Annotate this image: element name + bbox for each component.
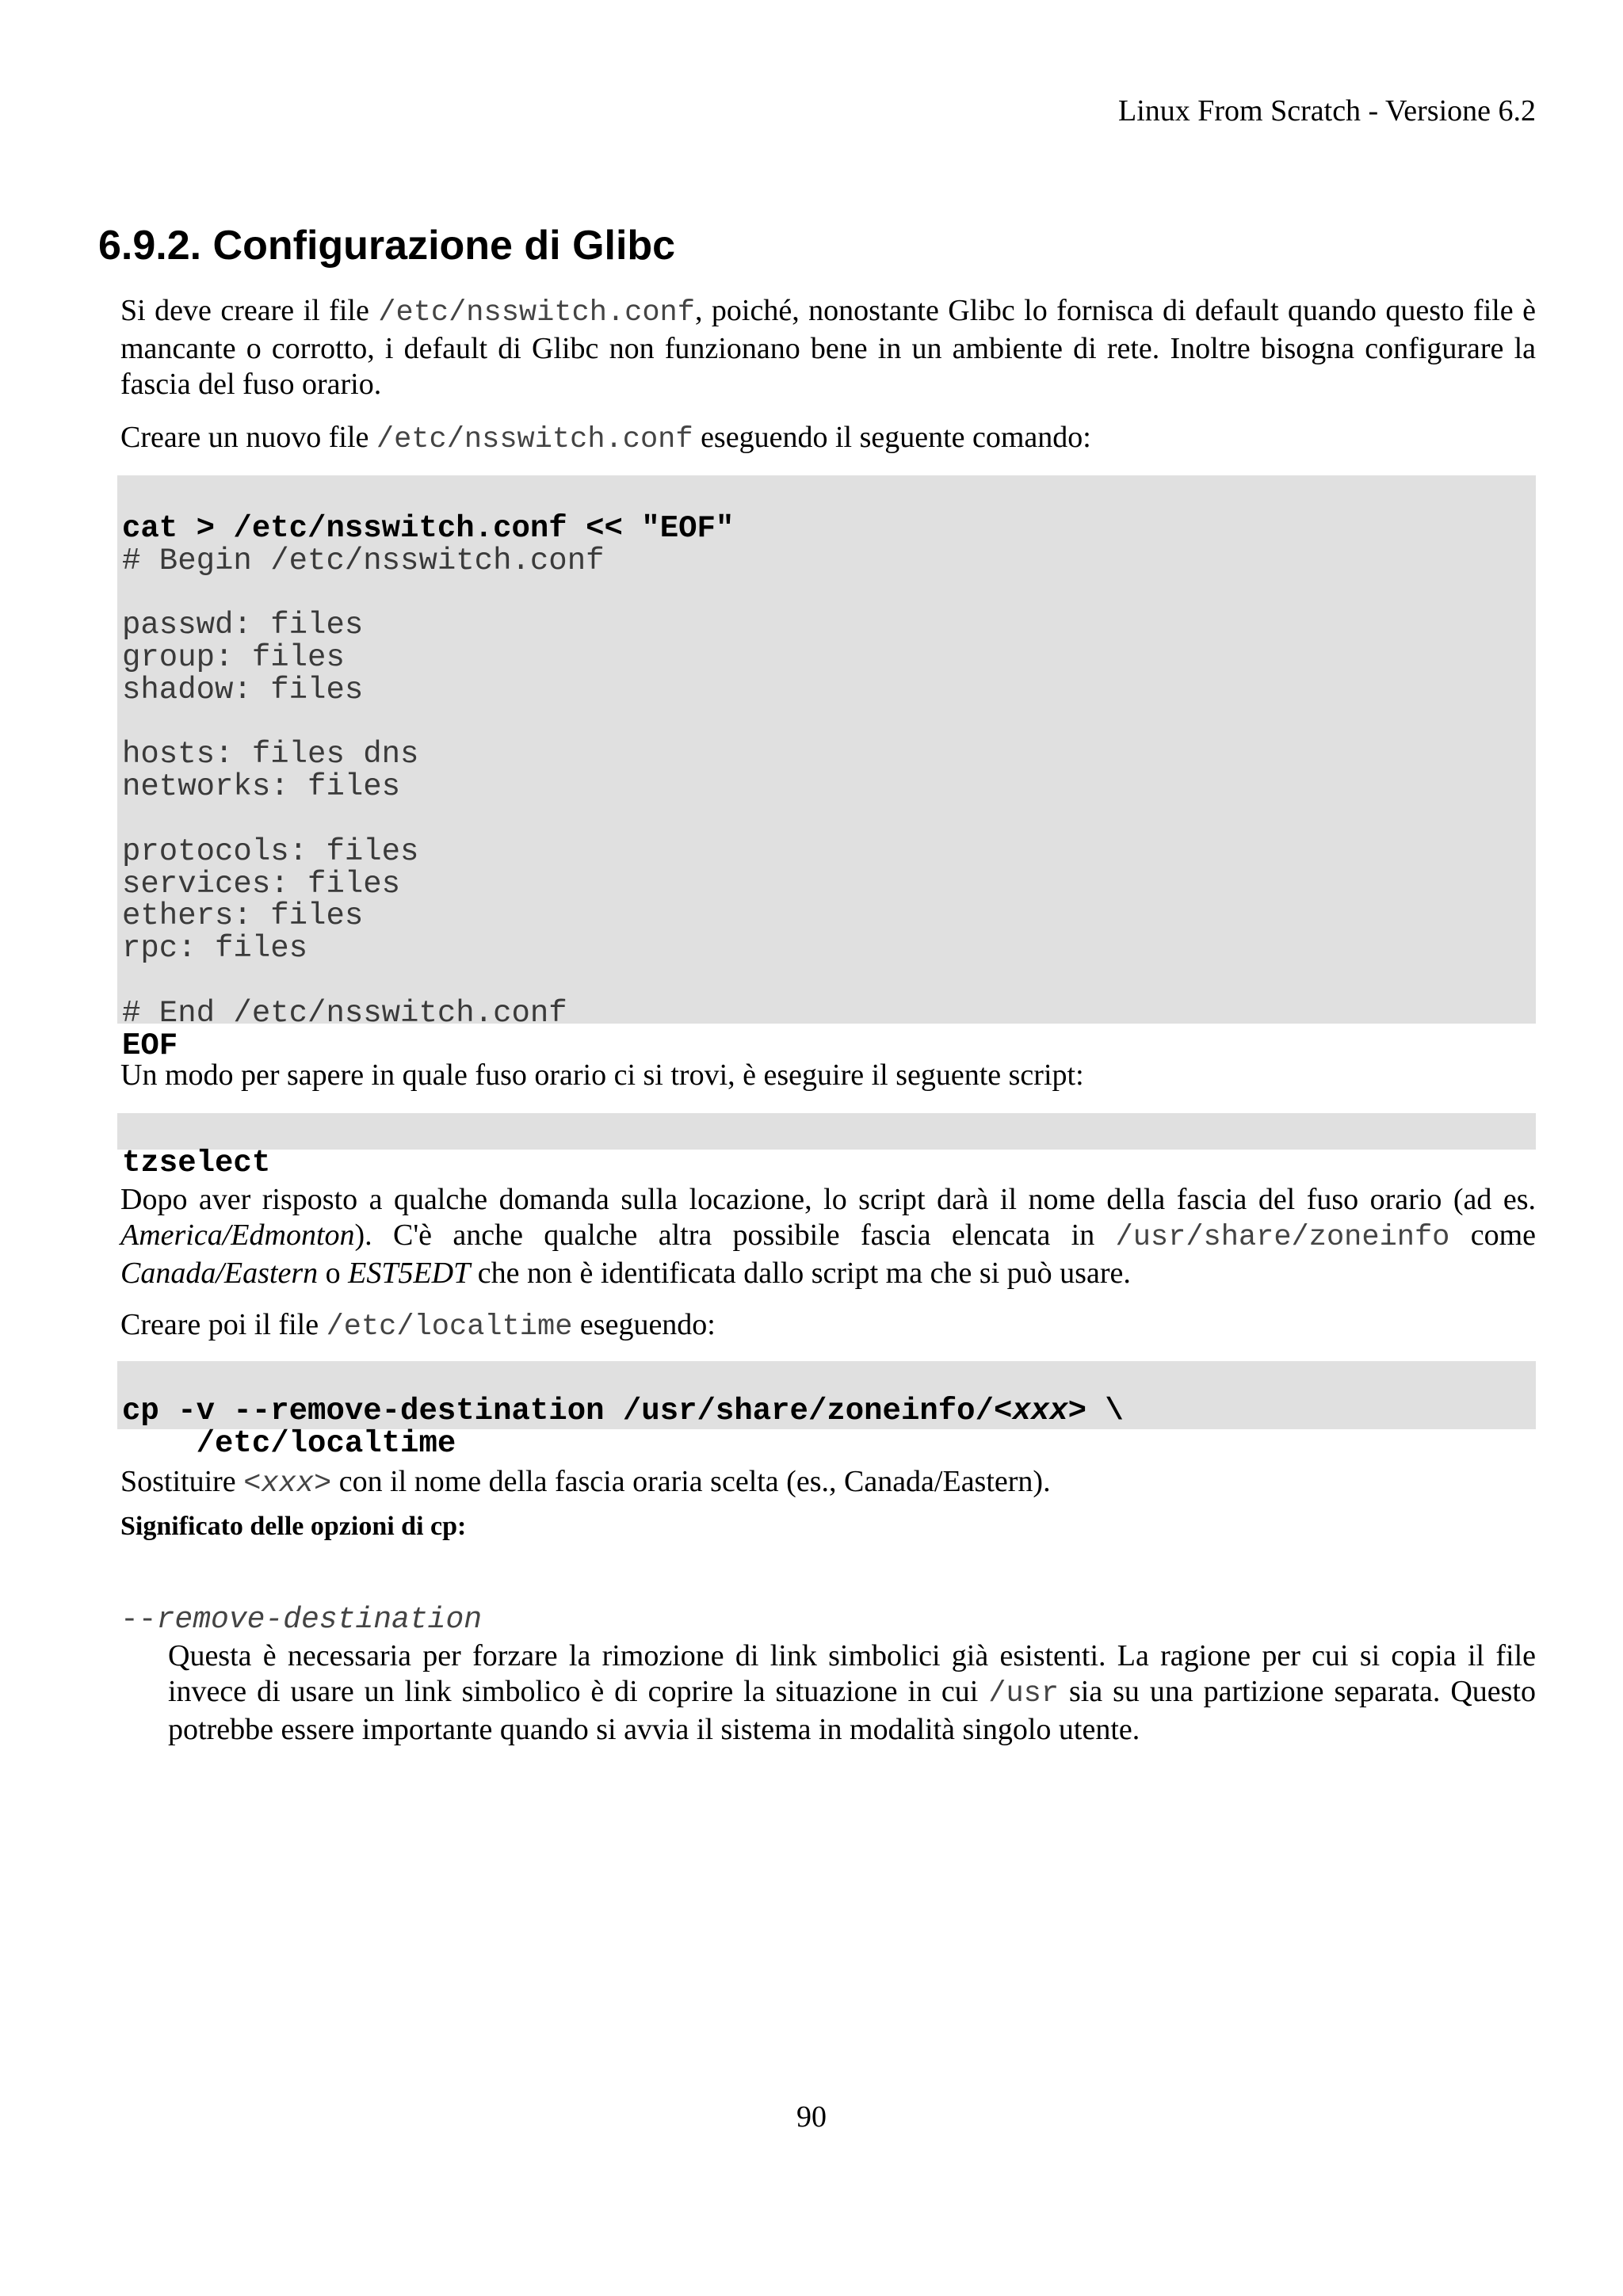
tz-text-e: che non è identificata dallo script ma che si può usare. (470, 1257, 1131, 1290)
code-cmd-close: EOF (122, 1028, 178, 1063)
option-term-prefix: -- (120, 1603, 157, 1637)
code-line-group: group: files (122, 639, 345, 675)
code-line-services: services: files (122, 866, 401, 902)
code-line-hosts: hosts: files dns (122, 737, 419, 772)
option-description (168, 1638, 1536, 1748)
inline-code-nsswitch: /etc/nsswitch.conf (378, 296, 695, 330)
inline-code-usr: /usr (988, 1677, 1060, 1711)
localtime-text-a: Creare poi il file (120, 1308, 327, 1341)
options-heading: Significato delle opzioni di cp: (120, 1512, 467, 1541)
code-cp-line-1 (122, 1395, 1533, 1428)
code-blank (122, 965, 1533, 997)
inline-code-localtime: /etc/localtime (326, 1310, 573, 1344)
code-line-rpc: rpc: files (122, 931, 308, 967)
localtime-text-b: eseguendo: (572, 1308, 716, 1341)
tz-intro-text: Un modo per sapere in quale fuso orario ci si trovi, è eseguire il seguente script: (120, 1058, 1084, 1092)
code-blank (122, 577, 1533, 609)
code-cp-line-1-b: \ (1086, 1393, 1124, 1428)
code-line-networks: networks: files (122, 769, 401, 805)
code-cp-placeholder: <xxx> (993, 1393, 1087, 1428)
nsswitch-code-block (117, 475, 1536, 1063)
tz-example-canada-eastern: Canada/Eastern (120, 1257, 319, 1290)
create-text-b: eseguendo il seguente comando: (693, 421, 1091, 454)
code-end-comment: # End /etc/nsswitch.conf (122, 995, 567, 1031)
tz-explanation-paragraph (120, 1182, 1536, 1291)
code-line-passwd: passwd: files (122, 608, 364, 643)
code-tzselect: tzselect (122, 1145, 271, 1180)
create-text-a: Creare un nuovo file (120, 421, 376, 454)
intro-paragraph (120, 293, 1536, 402)
code-blank (122, 707, 1533, 739)
option-term (120, 1603, 482, 1637)
tz-intro-paragraph (120, 1058, 1536, 1093)
page-number: 90 (796, 2100, 827, 2134)
tz-example-est5edt: EST5EDT (348, 1257, 471, 1290)
inline-code-zoneinfo: /usr/share/zoneinfo (1115, 1221, 1450, 1254)
tz-text-d: o (318, 1257, 349, 1290)
code-line-protocols: protocols: files (122, 833, 419, 869)
replace-paragraph (120, 1464, 1536, 1502)
replace-placeholder: <xxx> (243, 1467, 332, 1501)
tz-text-b: ). C'è anche qualche altra possibile fascia elencata in (354, 1219, 1116, 1252)
option-desc-a: Questa è necessaria per forzare la rimozione di link simbolici già esistenti. La ragione per cui si copia il file invece di usare un link simbolico è di coprire la situazione in cui (168, 1639, 1536, 1708)
option-desc-b: sia su una partizione separata. Questo potrebbe essere importante quando si avvia il sistema in modalità singolo utente. (168, 1675, 1536, 1746)
code-line-shadow: shadow: files (122, 672, 364, 707)
create-file-paragraph (120, 420, 1536, 458)
code-cmd-open: cat > /etc/nsswitch.conf << "EOF" (122, 510, 735, 546)
option-term-name: remove-destination (156, 1603, 483, 1637)
running-header: Linux From Scratch - Versione 6.2 (1118, 94, 1536, 128)
replace-text-b: con il nome della fascia oraria scelta (es., Canada/Eastern). (331, 1465, 1051, 1498)
replace-text-a: Sostituire (120, 1465, 244, 1498)
code-begin-comment: # Begin /etc/nsswitch.conf (122, 543, 605, 578)
tz-text-c: come (1449, 1219, 1536, 1252)
section-title: 6.9.2. Configurazione di Glibc (98, 223, 676, 269)
intro-text-b: , poiché, nonostante Glibc lo fornisca di default quando questo file è mancante o corrotto, i default di Glibc non funzionano bene in un ambiente di rete. Inoltre bisogna configurare la fascia del fuso orario. (120, 294, 1536, 401)
code-cp-line-2: /etc/localtime (122, 1425, 456, 1461)
inline-code-nsswitch-2: /etc/nsswitch.conf (376, 423, 693, 456)
code-cp-line-1-a: cp -v --remove-destination /usr/share/zoneinfo/ (122, 1393, 994, 1428)
code-line-ethers: ethers: files (122, 898, 364, 934)
cp-code-block (117, 1361, 1536, 1461)
tzselect-code-block (117, 1113, 1536, 1180)
code-blank (122, 803, 1533, 836)
tz-text-a: Dopo aver risposto a qualche domanda sulla locazione, lo script darà il nome della fascia del fuso orario (ad es. (120, 1183, 1536, 1216)
localtime-paragraph (120, 1307, 1536, 1345)
intro-text-a: Si deve creare il file (120, 294, 379, 327)
tz-example-edmonton: America/Edmonton (120, 1219, 355, 1252)
